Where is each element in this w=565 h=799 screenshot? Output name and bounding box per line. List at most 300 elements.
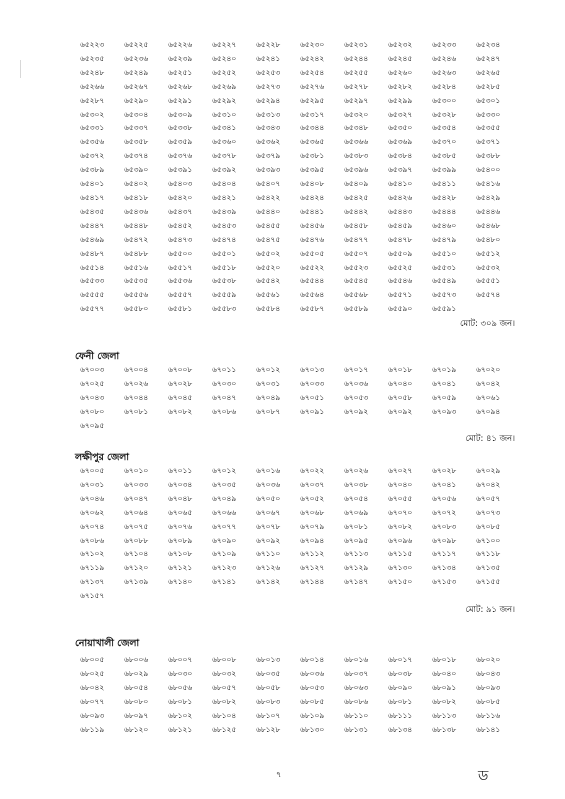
roll-number-cell: ৬৭১২১ bbox=[168, 563, 193, 573]
roll-number-cell bbox=[432, 419, 476, 433]
roll-number-cell: ৬৭০৪৮ bbox=[168, 493, 193, 503]
roll-number-cell: ৬৭০৭৩ bbox=[476, 507, 501, 517]
roll-number-cell: ৬৭০৪০ bbox=[388, 479, 413, 489]
roll-number-cell: ৬৭০২৯ bbox=[476, 466, 501, 475]
roll-number-cell: ৬৭০৩৮ bbox=[344, 479, 369, 489]
roll-number-cell: ৬৮০২৯ bbox=[124, 668, 149, 678]
roll-number-cell: ৬৭০৭০ bbox=[388, 507, 413, 517]
roll-number-cell: ৬৭০১১ bbox=[168, 466, 193, 475]
roll-number-cell: ৬৭০৭৯ bbox=[300, 521, 325, 531]
roll-number-cell: ৬৭১২৩ bbox=[212, 563, 237, 573]
roll-number-cell: ৬৭০৬৮ bbox=[300, 507, 325, 517]
roll-number-cell: ৬৭০২৬ bbox=[344, 466, 369, 475]
roll-number-cell bbox=[256, 419, 300, 433]
roll-number-cell: ৬৫২৬৬ bbox=[80, 81, 105, 91]
roll-number-cell: ৬৮০৮৫ bbox=[300, 696, 325, 706]
roll-number-cell bbox=[124, 419, 168, 433]
roll-number-cell: ৬৫৪০৩ bbox=[168, 179, 193, 189]
roll-number-cell: ৬৫২৪২ bbox=[300, 53, 325, 63]
roll-number-cell bbox=[344, 419, 388, 433]
roll-number-cell: ৬৫২৭৩ bbox=[256, 81, 281, 91]
roll-number-cell: ৬৭০৮০ bbox=[80, 406, 105, 416]
roll-number-cell: ৬৫৫৫৯ bbox=[212, 290, 237, 300]
roll-number-cell: ৬৭০৮১ bbox=[124, 406, 149, 416]
roll-number-cell: ৬৫৫০০ bbox=[168, 248, 193, 258]
roll-number-cell: ৬৫৩৯৩ bbox=[256, 165, 281, 175]
roll-number-cell: ৬৮১২০ bbox=[124, 724, 149, 734]
roll-number-cell: ৬৫৩৬০ bbox=[212, 137, 237, 147]
roll-number-cell: ৬৮০১৮ bbox=[432, 655, 457, 664]
roll-number-cell: ৬৫৪৮৮ bbox=[124, 248, 149, 258]
roll-number-cell: ৬৫৩৯২ bbox=[212, 165, 237, 175]
roll-number-cell: ৬৫৪২৮ bbox=[432, 192, 457, 202]
roll-number-cell: ৬৭০০৩ bbox=[80, 365, 105, 374]
page-number: ৭ bbox=[276, 770, 282, 779]
roll-number-cell: ৬৫৫৫৫ bbox=[80, 290, 105, 300]
roll-number-cell: ৬৫৩১৩ bbox=[256, 109, 281, 119]
roll-number-cell: ৬৭০২৫ bbox=[80, 378, 105, 388]
roll-number-cell: ৬৫৫৪৯ bbox=[432, 276, 457, 286]
roll-number-cell: ৬৫৩৫৪ bbox=[432, 123, 457, 133]
roll-number-cell bbox=[432, 589, 476, 603]
roll-number-cell: ৬৭০৮৬ bbox=[212, 406, 237, 416]
roll-number-cell: ৬৫২৪৯ bbox=[124, 67, 149, 77]
roll-number-cell bbox=[476, 419, 520, 433]
roll-number-cell: ৬৭০৯৫ bbox=[80, 420, 105, 430]
roll-number-cell: ৬৮০৩৮ bbox=[388, 668, 413, 678]
roll-number-cell: ৬৭১৪১ bbox=[212, 577, 237, 587]
roll-number-cell: ৬৫৫৮৩ bbox=[212, 304, 237, 314]
roll-number-cell: ৬৫৩৬৬ bbox=[344, 137, 369, 147]
roll-number-cell: ৬৫৩৬৫ bbox=[300, 137, 325, 147]
roll-number-cell: ৬৫৫২৫ bbox=[388, 262, 413, 272]
roll-number-cell: ৬৫৩৫৮ bbox=[124, 137, 149, 147]
roll-number-cell: ৬৭০৪৯ bbox=[256, 392, 281, 402]
roll-number-cell: ৬৫৫১৮ bbox=[212, 262, 237, 272]
roll-number-cell: ৬৫২৪৭ bbox=[476, 53, 501, 63]
roll-number-cell: ৬৭১০৪ bbox=[124, 549, 149, 559]
roll-number-cell: ৬৫২২৬ bbox=[168, 40, 193, 49]
roll-number-cell: ৬৫৩০৯ bbox=[168, 109, 193, 119]
roll-number-cell: ৬৭১০২ bbox=[80, 549, 105, 559]
roll-number-cell: ৬৫২২৩ bbox=[80, 40, 105, 49]
roll-number-cell: ৬৮০০৮ bbox=[212, 655, 237, 664]
roll-number-cell: ৬৫৫১৪ bbox=[80, 262, 105, 272]
roll-number-cell: ৬৫৫৩৬ bbox=[168, 276, 193, 286]
roll-number-cell: ৬৭০১২ bbox=[256, 365, 281, 374]
roll-number-cell: ৬৭০৫৩ bbox=[344, 392, 369, 402]
roll-number-cell: ৬৮১১০ bbox=[344, 710, 369, 720]
roll-number-cell: ৬৮০৫৭ bbox=[212, 682, 237, 692]
roll-number-cell: ৬৫৫৮৭ bbox=[300, 304, 325, 314]
roll-number-cell: ৬৮০৯৭ bbox=[124, 710, 149, 720]
roll-number-cell: ৬৫৩৮৪ bbox=[388, 151, 413, 161]
roll-number-cell: ৬৮০৯৩ bbox=[80, 710, 105, 720]
roll-number-cell: ৬৭০৭২ bbox=[432, 507, 457, 517]
roll-number-cell: ৬৫৪৫৮ bbox=[344, 220, 369, 230]
roll-number-cell: ৬৫৪১১ bbox=[432, 179, 457, 189]
roll-number-cell: ৬৫২৬৯ bbox=[212, 81, 237, 91]
roll-number-cell: ৬৫৪২৫ bbox=[344, 192, 369, 202]
roll-number-cell: ৬৭০৬৫ bbox=[168, 507, 193, 517]
roll-number-cell: ৬৭১৪৭ bbox=[344, 577, 369, 587]
roll-number-cell: ৬৭১৪২ bbox=[256, 577, 281, 587]
roll-number-cell: ৬৫৪০৯ bbox=[344, 179, 369, 189]
roll-number-cell: ৬৭০৬২ bbox=[80, 507, 105, 517]
roll-number-cell: ৬৫৪১০ bbox=[388, 179, 413, 189]
roll-number-cell: ৬৫২২৫ bbox=[124, 40, 149, 49]
roll-number-cell: ৬৫৩৮৫ bbox=[432, 151, 457, 161]
roll-number-cell: ৬৮০৬৩ bbox=[344, 682, 369, 692]
roll-number-cell: ৬৫২৩০ bbox=[300, 40, 325, 49]
roll-number-cell: ৬৭০৩৩ bbox=[124, 479, 149, 489]
roll-number-cell: ৬৫৩৪১ bbox=[212, 123, 237, 133]
roll-number-cell: ৬৫২৩৯ bbox=[168, 53, 193, 63]
roll-number-cell: ৬৮০৫৪ bbox=[124, 682, 149, 692]
roll-number-grid bbox=[80, 363, 520, 433]
roll-number-cell: ৬৫৪৪০ bbox=[256, 206, 281, 216]
roll-number-cell: ৬৮১৩০ bbox=[300, 724, 325, 734]
roll-number-cell: ৬৫৪৫৩ bbox=[212, 220, 237, 230]
roll-number-cell: ৬৫৪৩৬ bbox=[124, 206, 149, 216]
roll-number-cell: ৬৮০৮৩ bbox=[256, 696, 281, 706]
roll-number-cell: ৬৭১২০ bbox=[124, 563, 149, 573]
roll-number-cell: ৬৫২৫৪ bbox=[300, 67, 325, 77]
roll-number-cell: ৬৮১১৯ bbox=[80, 724, 105, 734]
roll-number-cell: ৬৭০৪১ bbox=[432, 378, 457, 388]
roll-number-cell: ৬৫৪৭৫ bbox=[256, 234, 281, 244]
roll-number-cell: ৬৭০৪১ bbox=[432, 479, 457, 489]
roll-number-cell: ৬৭০৯৪ bbox=[300, 535, 325, 545]
roll-number-cell: ৬৫৩৮৯ bbox=[80, 165, 105, 175]
roll-number-cell: ৬৫৪৭৪ bbox=[212, 234, 237, 244]
roll-number-cell: ৬৭০২৭ bbox=[388, 466, 413, 475]
roll-number-cell: ৬৫৩০১ bbox=[476, 95, 501, 105]
roll-number-cell: ৬৭১৫০ bbox=[388, 577, 413, 587]
roll-number-cell: ৬৫৩৫০ bbox=[388, 123, 413, 133]
roll-number-cell: ৬৭১১২ bbox=[300, 549, 325, 559]
roll-number-cell: ৬৮০৫৩ bbox=[300, 682, 325, 692]
roll-number-cell: ৬৫৪৭২ bbox=[124, 234, 149, 244]
roll-number-cell: ৬৭০১৩ bbox=[300, 365, 325, 374]
roll-number-cell: ৬৭১৩৫ bbox=[476, 563, 501, 573]
roll-number-grid bbox=[80, 653, 520, 736]
roll-number-cell: ৬৫২৯০ bbox=[124, 95, 149, 105]
roll-number-cell: ৬৫৩৩১ bbox=[80, 123, 105, 133]
roll-number-cell: ৬৫৪৭৭ bbox=[344, 234, 369, 244]
roll-number-cell: ৬৭১৪০ bbox=[168, 577, 193, 587]
roll-number-cell: ৬৫৪৭৬ bbox=[300, 234, 325, 244]
roll-number-cell: ৬৭০৩০ bbox=[212, 378, 237, 388]
roll-number-cell: ৬৫৩০২ bbox=[80, 109, 105, 119]
roll-number-cell: ৬৭১১৯ bbox=[80, 563, 105, 573]
roll-number-cell: ৬৮০২৫ bbox=[80, 668, 105, 678]
roll-number-cell: ৬৫৩৯১ bbox=[168, 165, 193, 175]
roll-number-cell: ৬৭০৪৩ bbox=[80, 392, 105, 402]
roll-number-cell: ৬৫২৩২ bbox=[388, 40, 413, 49]
roll-number-cell: ৬৫৫০১ bbox=[212, 248, 237, 258]
roll-number-cell: ৬৫২৩৬ bbox=[124, 53, 149, 63]
roll-number-cell: ৬৫৪১৭ bbox=[80, 192, 105, 202]
roll-number-cell: ৬৫৩৭১ bbox=[476, 137, 501, 147]
roll-number-cell: ৬৮০৮১ bbox=[388, 696, 413, 706]
roll-number-cell: ৬৭১৩০ bbox=[388, 563, 413, 573]
roll-number-cell: ৬৫৩২৮ bbox=[432, 109, 457, 119]
roll-number-cell: ৬৫২৪০ bbox=[212, 53, 237, 63]
roll-number-cell: ৬৫২৬০ bbox=[388, 67, 413, 77]
roll-number-cell: ৬৫৫৩১ bbox=[432, 262, 457, 272]
district-heading: লক্ষীপুর জেলা bbox=[75, 452, 129, 463]
roll-number-cell: ৬৫৩৭৪ bbox=[124, 151, 149, 161]
roll-number-cell: ৬৭০৭৭ bbox=[212, 521, 237, 531]
roll-number-cell: ৬৭০৮৯ bbox=[168, 535, 193, 545]
roll-number-cell: ৬৭০৩৫ bbox=[212, 479, 237, 489]
roll-number-cell: ৬৮১৩১ bbox=[344, 724, 369, 734]
roll-number-cell: ৬৭০৩৬ bbox=[344, 378, 369, 388]
roll-number-cell: ৬৫৪৩৯ bbox=[212, 206, 237, 216]
roll-number-cell: ৬৫৫০৫ bbox=[300, 248, 325, 258]
roll-number-cell: ৬৫৫৯০ bbox=[388, 304, 413, 314]
roll-number-cell: ৬৫৫৮১ bbox=[168, 304, 193, 314]
roll-number-cell: ৬৫৫১৭ bbox=[168, 262, 193, 272]
roll-number-cell: ৬৫৪৭৮ bbox=[388, 234, 413, 244]
roll-number-cell: ৬৭০৫৪ bbox=[344, 493, 369, 503]
roll-number-cell: ৬৫৩৭৯ bbox=[256, 151, 281, 161]
roll-number-cell: ৬৫৪৬০ bbox=[432, 220, 457, 230]
roll-number-cell: ৬৭০১২ bbox=[212, 466, 237, 475]
roll-number-cell bbox=[300, 419, 344, 433]
roll-number-cell: ৬৫৫৭৪ bbox=[476, 290, 501, 300]
roll-number-cell: ৬৫৩০৪ bbox=[124, 109, 149, 119]
roll-number-cell: ৬৮০৮১ bbox=[168, 696, 193, 706]
roll-number-cell: ৬৫২৯৯ bbox=[388, 95, 413, 105]
roll-number-cell: ৬৫২৮২ bbox=[388, 81, 413, 91]
roll-number-cell: ৬৫৫৩৩ bbox=[80, 276, 105, 286]
roll-number-cell: ৬৫৩৩০ bbox=[476, 109, 501, 119]
roll-number-cell: ৬৭০১৯ bbox=[432, 365, 457, 374]
roll-number-cell: ৬৫২৩৪ bbox=[476, 40, 501, 49]
roll-number-cell: ৬৭০৩৭ bbox=[300, 479, 325, 489]
roll-number-cell: ৬৫৪২৬ bbox=[388, 192, 413, 202]
roll-number-cell: ৬৫৩৮১ bbox=[300, 151, 325, 161]
roll-number-cell: ৬৫৪২৯ bbox=[476, 192, 501, 202]
roll-number-cell: ৬৮০৩০ bbox=[168, 668, 193, 678]
roll-number-cell bbox=[256, 589, 300, 603]
roll-number-cell: ৬৫২৪৪ bbox=[344, 53, 369, 63]
roll-number-cell: ৬৫৩১০ bbox=[212, 109, 237, 119]
roll-number-cell: ৬৫৪০৮ bbox=[300, 179, 325, 189]
roll-number-cell: ৬৫৪৮৭ bbox=[80, 248, 105, 258]
roll-number-cell bbox=[388, 419, 432, 433]
roll-number-cell: ৬৫৫৯১ bbox=[432, 304, 457, 314]
roll-number-cell: ৬৮১৪১ bbox=[476, 724, 501, 734]
roll-number-cell: ৬৫৫৪৬ bbox=[388, 276, 413, 286]
roll-number-cell: ৬৮১২৫ bbox=[212, 724, 237, 734]
roll-number-cell: ৬৭০৫৫ bbox=[388, 493, 413, 503]
roll-number-cell: ৬৫২৬৫ bbox=[476, 67, 501, 77]
roll-number-cell: ৬৫৩৯৬ bbox=[344, 165, 369, 175]
roll-number-cell: ৬৮১০৯ bbox=[300, 710, 325, 720]
roll-number-cell: ৬৫৫৫৬ bbox=[124, 290, 149, 300]
roll-number-cell: ৬৫৫৫৭ bbox=[168, 290, 193, 300]
roll-number-cell: ৬৫৩০০ bbox=[432, 95, 457, 105]
roll-number-cell: ৬৮১২১ bbox=[168, 724, 193, 734]
roll-number-cell: ৬৭১২৬ bbox=[256, 563, 281, 573]
roll-number-cell: ৬৭০৮৩ bbox=[432, 521, 457, 531]
roll-number-cell: ৬৫৩২৭ bbox=[388, 109, 413, 119]
roll-number-cell: ৬৫৫৫১ bbox=[476, 276, 501, 286]
roll-number-cell: ৬৫২৫২ bbox=[212, 67, 237, 77]
roll-number-cell: ৬৭১৫৩ bbox=[432, 577, 457, 587]
roll-number-cell: ৬৫২৯২ bbox=[212, 95, 237, 105]
roll-number-cell bbox=[476, 589, 520, 603]
roll-number-cell: ৬৫২৭৮ bbox=[344, 81, 369, 91]
roll-number-cell: ৬৭০৯৫ bbox=[344, 535, 369, 545]
roll-number-cell: ৬৭০২০ bbox=[476, 365, 501, 374]
roll-number-cell: ৬৮০২০ bbox=[476, 655, 501, 664]
roll-number-cell: ৬৮০০৭ bbox=[168, 655, 193, 664]
roll-number-cell: ৬৭১৪৪ bbox=[300, 577, 325, 587]
roll-number-grid bbox=[80, 38, 520, 316]
roll-number-cell: ৬৫৪৬৮ bbox=[476, 220, 501, 230]
roll-number-cell: ৬৫৫২২ bbox=[300, 262, 325, 272]
roll-number-cell: ৬৭০৫৭ bbox=[476, 493, 501, 503]
roll-number-cell: ৬৫২৮৫ bbox=[476, 81, 501, 91]
roll-number-cell: ৬৫৫১৬ bbox=[124, 262, 149, 272]
roll-number-cell: ৬৫৪০০ bbox=[476, 165, 501, 175]
roll-number-cell: ৬৫৪৪৭ bbox=[80, 220, 105, 230]
roll-number-cell bbox=[344, 589, 388, 603]
roll-number-cell: ৬৫৫৩৫ bbox=[124, 276, 149, 286]
roll-number-cell: ৬৫৩৭২ bbox=[80, 151, 105, 161]
roll-number-cell: ৬৫৪৫৯ bbox=[388, 220, 413, 230]
roll-number-cell: ৬৭০৫১ bbox=[300, 392, 325, 402]
roll-number-cell: ৬৭০৪২ bbox=[476, 378, 501, 388]
roll-number-cell: ৬৭০৪৪ bbox=[124, 392, 149, 402]
roll-number-cell: ৬৭১০৯ bbox=[212, 549, 237, 559]
roll-number-cell: ৬৭১৫৫ bbox=[476, 577, 501, 587]
roll-number-cell: ৬৮০৪০ bbox=[432, 668, 457, 678]
roll-number-cell: ৬৫৫০৯ bbox=[388, 248, 413, 258]
roll-number-grid bbox=[80, 464, 520, 603]
roll-number-cell: ৬৫৪৭৩ bbox=[168, 234, 193, 244]
roll-number-cell: ৬৫৫৪৪ bbox=[300, 276, 325, 286]
roll-number-cell: ৬৫২৫১ bbox=[168, 67, 193, 77]
roll-number-cell: ৬৭০৮৮ bbox=[124, 535, 149, 545]
roll-number-cell: ৬৫৩৯০ bbox=[124, 165, 149, 175]
roll-number-cell: ৬৫৫৪৫ bbox=[344, 276, 369, 286]
roll-number-cell: ৬৫৪১৮ bbox=[124, 192, 149, 202]
roll-number-cell: ৬৫৪৪৮ bbox=[124, 220, 149, 230]
roll-number-cell: ৬৫৩৫৫ bbox=[476, 123, 501, 133]
roll-number-cell: ৬৫৪৪২ bbox=[344, 206, 369, 216]
roll-number-cell: ৬৭০৮২ bbox=[388, 521, 413, 531]
roll-number-cell: ৬৭১২৯ bbox=[344, 563, 369, 573]
roll-number-cell: ৬৫২৯৫ bbox=[300, 95, 325, 105]
roll-number-cell: ৬৫২৬৩ bbox=[432, 67, 457, 77]
roll-number-cell: ৬৭০০৮ bbox=[168, 365, 193, 374]
roll-number-cell: ৬৫২৪১ bbox=[256, 53, 281, 63]
roll-number-cell: ৬৮০৮২ bbox=[212, 696, 237, 706]
roll-number-cell: ৬৫৪২০ bbox=[168, 192, 193, 202]
roll-number-cell: ৬৫২২৭ bbox=[212, 40, 237, 49]
roll-number-cell: ৬৫২৩৩ bbox=[432, 40, 457, 49]
roll-number-cell: ৬৮০৮০ bbox=[124, 696, 149, 706]
roll-number-cell: ৬৭০৯২ bbox=[388, 406, 413, 416]
roll-number-cell: ৬৫৩১৭ bbox=[300, 109, 325, 119]
roll-number-cell: ৬৫৪১৬ bbox=[476, 179, 501, 189]
roll-number-cell: ৬৭০৪৭ bbox=[212, 392, 237, 402]
roll-number-cell: ৬৫২৭৬ bbox=[300, 81, 325, 91]
roll-number-cell: ৬৫২৫৩ bbox=[256, 67, 281, 77]
roll-number-cell: ৬৫৪৫৫ bbox=[256, 220, 281, 230]
roll-number-cell: ৬৫২৯১ bbox=[168, 95, 193, 105]
roll-number-cell: ৬৭০৪৬ bbox=[80, 493, 105, 503]
section-total: মোট: ৩০৯ জন। bbox=[460, 318, 515, 328]
district-heading: নোয়াখালী জেলা bbox=[75, 638, 140, 649]
roll-number-cell: ৬৮০৮৫ bbox=[476, 696, 501, 706]
roll-number-cell: ৬৫৫২০ bbox=[256, 262, 281, 272]
roll-number-cell: ৬৭০১১ bbox=[212, 365, 237, 374]
roll-number-cell: ৬৫৪৪৬ bbox=[476, 206, 501, 216]
roll-number-cell: ৬৫৫৭১ bbox=[388, 290, 413, 300]
roll-number-cell: ৬৫৪৪৪ bbox=[432, 206, 457, 216]
roll-number-cell: ৬৫৩৭০ bbox=[432, 137, 457, 147]
roll-number-cell: ৬৮১১১ bbox=[388, 710, 413, 720]
roll-number-cell: ৬৫৩৭৬ bbox=[168, 151, 193, 161]
roll-number-cell: ৬৭০৬৭ bbox=[256, 507, 281, 517]
roll-number-cell: ৬৮০৮৬ bbox=[344, 696, 369, 706]
roll-number-cell: ৬৮০০৬ bbox=[124, 655, 149, 664]
roll-number-cell: ৬৫৫০৭ bbox=[344, 248, 369, 258]
roll-number-cell: ৬৮১১৩ bbox=[432, 710, 457, 720]
roll-number-cell: ৬৫৪৮০ bbox=[476, 234, 501, 244]
roll-number-cell: ৬৫৫৩২ bbox=[476, 262, 501, 272]
roll-number-cell: ৬৮০৩৭ bbox=[344, 668, 369, 678]
roll-number-cell: ৬৫৪৩৭ bbox=[168, 206, 193, 216]
roll-number-cell: ৬৮১০৪ bbox=[212, 710, 237, 720]
roll-number-cell: ৬৮০৮২ bbox=[432, 696, 457, 706]
roll-number-cell: ৬৭১৩৯ bbox=[124, 577, 149, 587]
roll-number-cell: ৬৭০৯১ bbox=[300, 406, 325, 416]
roll-number-cell: ৬৭০৩৩ bbox=[300, 378, 325, 388]
roll-number-cell: ৬৫৪৬৯ bbox=[80, 234, 105, 244]
roll-number-cell: ৬৫২৬৭ bbox=[124, 81, 149, 91]
roll-number-cell: ৬৫৩৮৮ bbox=[476, 151, 501, 161]
roll-number-cell: ৬৭০৯৩ bbox=[432, 406, 457, 416]
roll-number-cell: ৬৭০০৫ bbox=[80, 466, 105, 475]
section-total: মোট: ৯১ জন। bbox=[465, 604, 515, 614]
roll-number-cell: ৬৫৩৩৮ bbox=[168, 123, 193, 133]
roll-number-cell: ৬৫৪০২ bbox=[124, 179, 149, 189]
roll-number-cell: ৬৭০৮৬ bbox=[80, 535, 105, 545]
roll-number-cell: ৬৮০৩৫ bbox=[256, 668, 281, 678]
roll-number-cell: ৬৭০১৮ bbox=[388, 365, 413, 374]
roll-number-cell: ৬৫২৯৭ bbox=[344, 95, 369, 105]
roll-number-cell: ৬৫৪৪১ bbox=[300, 206, 325, 216]
roll-number-cell bbox=[212, 419, 256, 433]
roll-number-cell: ৬৫৪২৪ bbox=[300, 192, 325, 202]
roll-number-cell: ৬৫৩৮৩ bbox=[344, 151, 369, 161]
section-total: মোট: ৪১ জন। bbox=[465, 433, 515, 443]
roll-number-cell: ৬৭০৭৪ bbox=[80, 521, 105, 531]
roll-number-cell: ৬৭০৪৭ bbox=[124, 493, 149, 503]
roll-number-cell: ৬৭০২৮ bbox=[432, 466, 457, 475]
roll-number-cell: ৬৫২৪৫ bbox=[388, 53, 413, 63]
roll-number-cell: ৬৫৫৪২ bbox=[256, 276, 281, 286]
roll-number-cell: ৬৭০৫৬ bbox=[432, 493, 457, 503]
roll-number-cell: ৬৮০৪২ bbox=[80, 682, 105, 692]
